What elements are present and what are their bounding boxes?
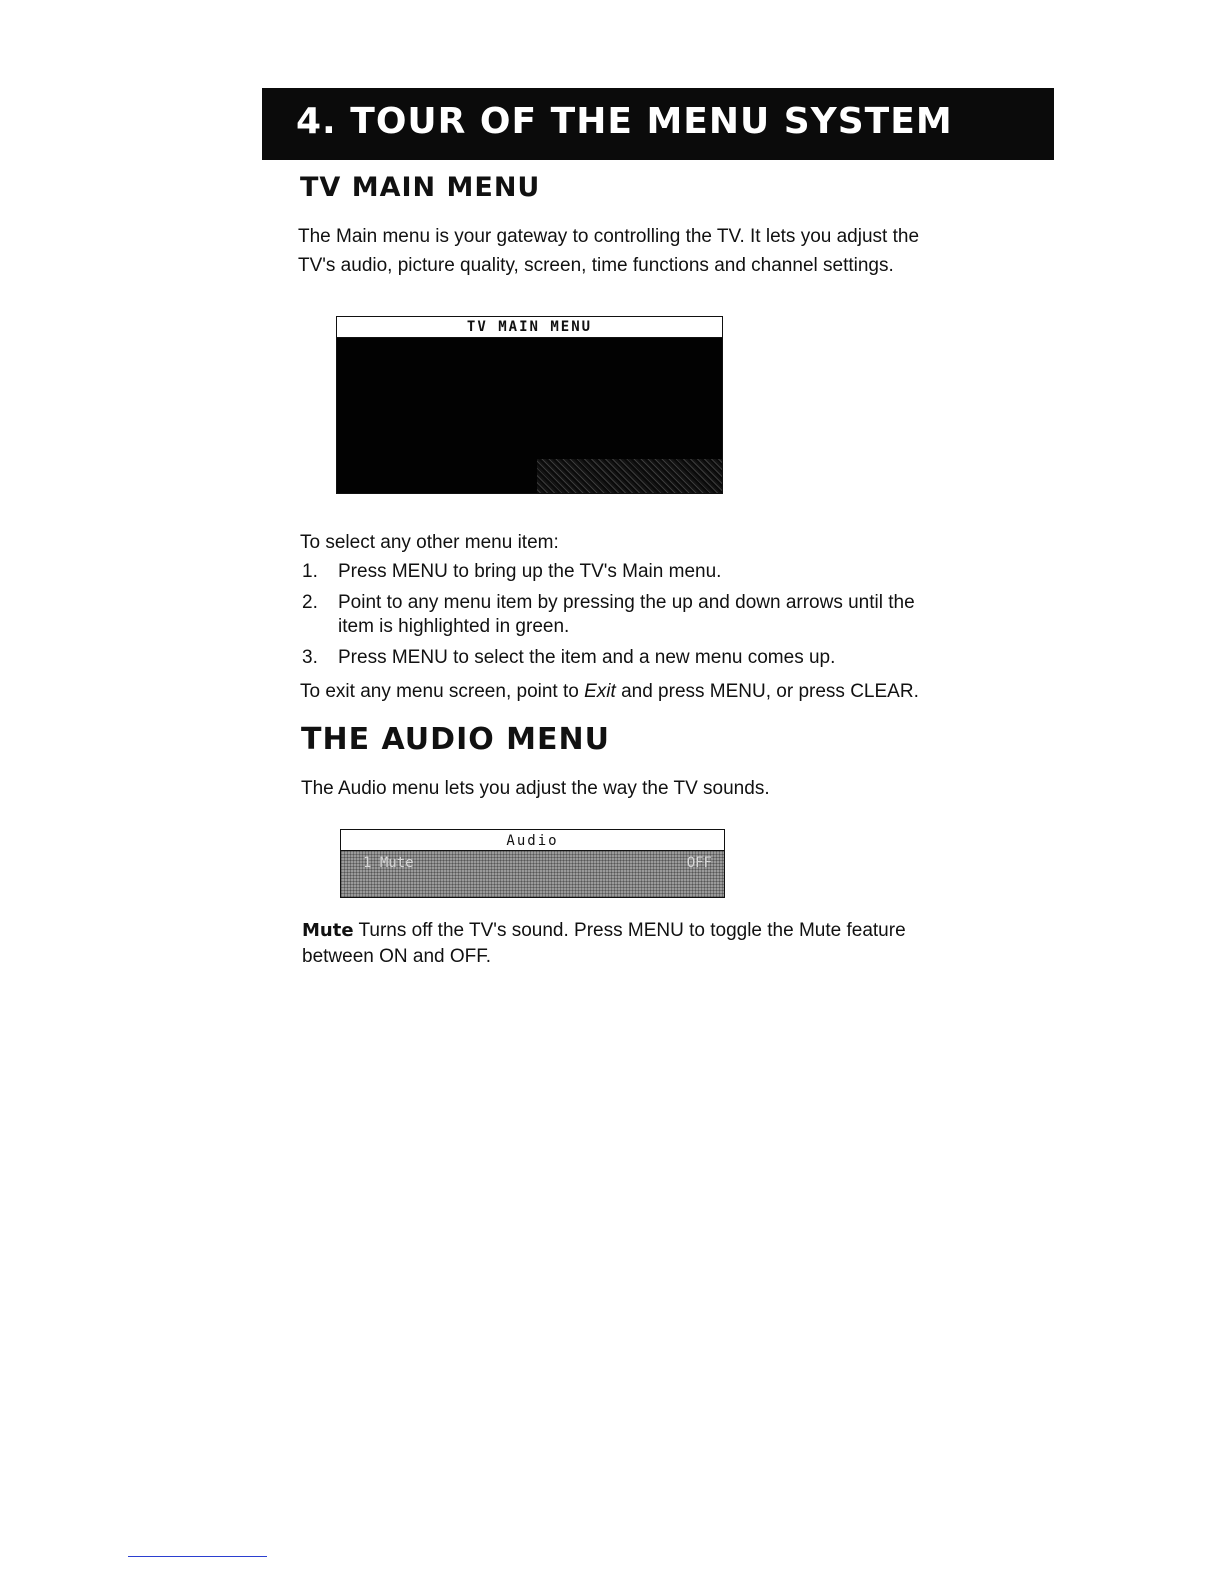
exit-instruction <box>300 677 919 706</box>
exit-italic: Exit <box>584 681 616 702</box>
audio-row-label: 1 Mute <box>363 855 414 871</box>
step-item <box>302 560 915 584</box>
exit-text-after: and press MENU, or press CLEAR. <box>615 681 919 702</box>
main-menu-intro <box>298 222 919 280</box>
step-number: 2. <box>302 592 318 613</box>
exit-text-before: To exit any menu screen, point to <box>300 681 585 702</box>
tv-main-menu-screen <box>337 338 722 493</box>
intro-line-2: TV's audio, picture quality, screen, time functions and channel settings. <box>298 255 894 276</box>
tv-main-menu-screenshot <box>336 316 723 494</box>
select-intro: To select any other menu item: <box>300 532 559 553</box>
step-text: Press MENU to bring up the TV's Main menu. <box>338 561 722 582</box>
steps-list <box>302 560 915 677</box>
footer-rule <box>128 1556 267 1557</box>
step-item <box>302 646 915 670</box>
screen-noise <box>537 459 722 493</box>
chapter-banner <box>262 88 1054 160</box>
step-text-cont: item is highlighted in green. <box>338 616 570 637</box>
step-text: Press MENU to select the item and a new menu comes up. <box>338 647 836 668</box>
step-item <box>302 591 915 639</box>
step-text: Point to any menu item by pressing the up and down arrows until the <box>338 592 915 613</box>
audio-intro: The Audio menu lets you adjust the way the TV sounds. <box>301 778 770 799</box>
step-number: 3. <box>302 647 318 668</box>
chapter-title: 4. TOUR OF THE MENU SYSTEM <box>296 101 953 142</box>
tv-main-menu-screen-title: TV MAIN MENU <box>337 317 722 338</box>
audio-row-value: OFF <box>686 855 712 871</box>
mute-line-2: between ON and OFF. <box>302 946 492 967</box>
audio-mute-row <box>341 851 724 897</box>
mute-text: Turns off the TV's sound. Press MENU to toggle the Mute feature <box>353 920 906 941</box>
step-number: 1. <box>302 561 318 582</box>
intro-line-1: The Main menu is your gateway to controlling the TV. It lets you adjust the <box>298 226 920 247</box>
mute-description <box>302 918 906 970</box>
mute-line-1 <box>302 918 906 944</box>
audio-menu-heading: THE AUDIO MENU <box>301 722 610 757</box>
tv-main-menu-heading: TV MAIN MENU <box>300 172 541 203</box>
audio-menu-screenshot <box>340 829 725 898</box>
mute-label: Mute <box>302 920 354 941</box>
audio-screen-title: Audio <box>341 830 724 851</box>
